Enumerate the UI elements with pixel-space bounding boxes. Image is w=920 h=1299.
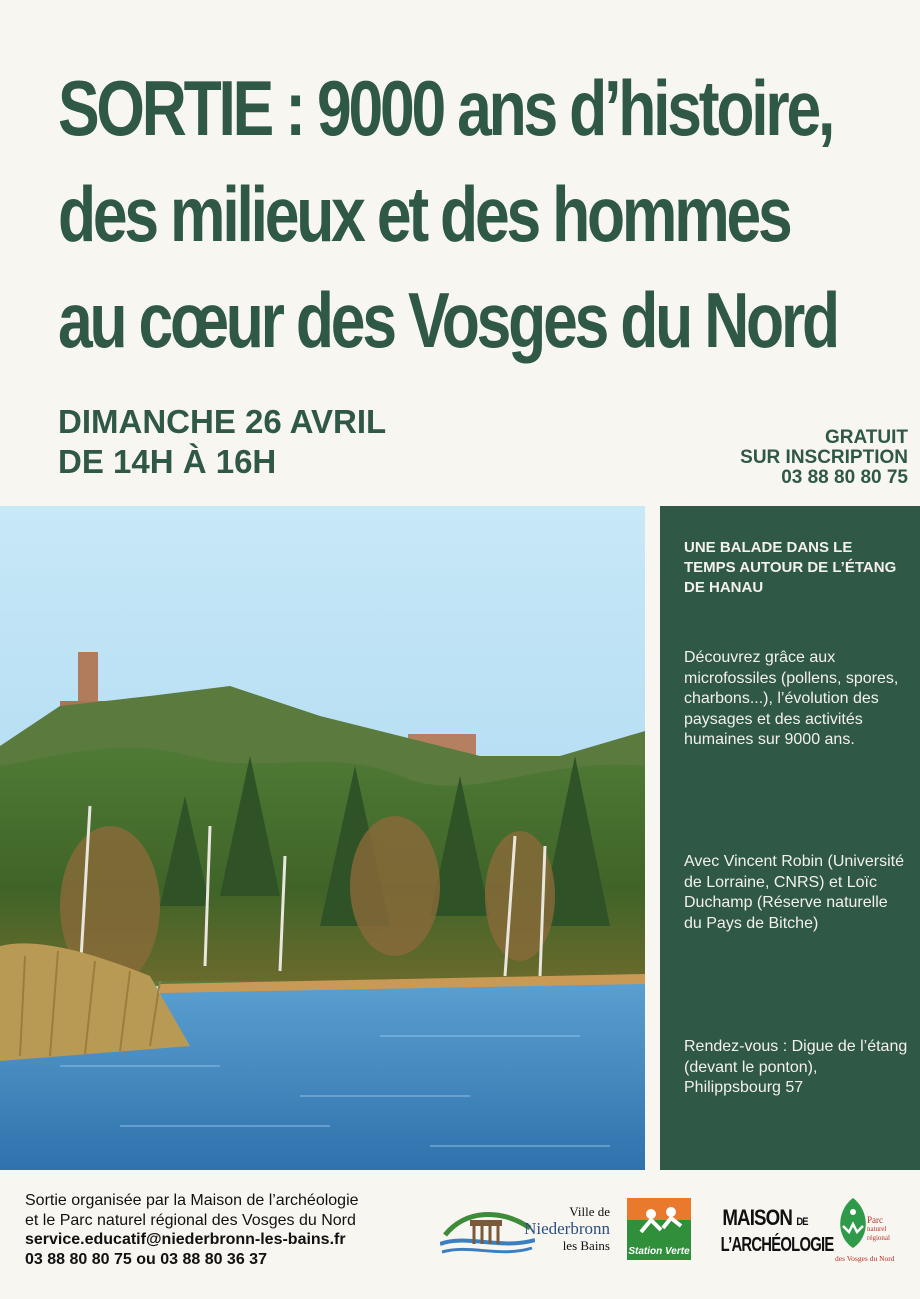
footer-organizer-2: et le Parc naturel régional des Vosges du Nord [25,1211,356,1229]
maison-line-1: MAISON [722,1205,793,1230]
registration-phone: 03 88 80 80 75 [781,467,908,488]
niederbronn-line-3: les Bains [562,1238,610,1253]
footer-info [25,1191,359,1269]
poster-title [58,55,837,373]
registration-label: SUR INSCRIPTION [740,447,908,468]
parc-naturel-logo [833,1194,913,1266]
leaping-figures-icon [627,1202,691,1242]
title-line-3: au cœur des Vosges du Nord [58,276,837,364]
maison-de: DE [796,1216,808,1228]
lake-photo [0,506,645,1170]
parc-line-2: naturel [867,1225,887,1233]
footer-phones: 03 88 80 80 75 ou 03 88 80 36 37 [25,1250,267,1268]
pnr-leaf-icon [835,1196,871,1250]
niederbronn-line-1: Ville de [569,1204,610,1219]
event-date [58,402,386,482]
footer-organizer-1: Sortie organisée par la Maison de l’archéologie [25,1192,359,1209]
parc-line-3: régional [867,1234,890,1242]
partner-logos [440,1190,920,1270]
title-line-2: des milieux et des hommes [58,170,790,258]
panel-meeting-point: Rendez-vous : Digue de l’étang (devant le ponton), Philippsbourg 57 [684,1038,908,1096]
panel-speakers: Avec Vincent Robin (Université de Lorraine, CNRS) et Loïc Duchamp (Réserve naturelle du Pays de Bitche) [684,853,904,932]
price-label: GRATUIT [824,427,908,448]
date-time: DE 14H À 16H [58,443,277,480]
footer-email[interactable]: service.educatif@niederbronn-les-bains.fr [25,1231,346,1248]
title-line-1: SORTIE : 9000 ans d’histoire, [58,64,833,152]
station-verte-label: Station Verte [628,1246,690,1257]
parc-line-1: Parc [867,1215,883,1225]
panel-description: Découvrez grâce aux microfossiles (pollens, spores, charbons...), l’évolution des paysages et des activités humaines sur 9000 ans. [684,649,899,748]
date-day: DIMANCHE 26 AVRIL [58,403,387,440]
maison-archeologie-logo [705,1205,834,1256]
maison-line-2: L’ARCHÉOLOGIE [720,1234,834,1256]
pricing-info [740,428,908,488]
info-panel [660,506,920,1170]
parc-line-4: des Vosges du Nord [835,1254,895,1263]
panel-heading: UNE BALADE DANS LE TEMPS AUTOUR DE L’ÉTANG DE HANAU [684,539,897,596]
station-verte-logo [627,1198,691,1260]
niederbronn-line-2: Niederbronn [524,1219,610,1238]
niederbronn-logo [440,1198,615,1263]
